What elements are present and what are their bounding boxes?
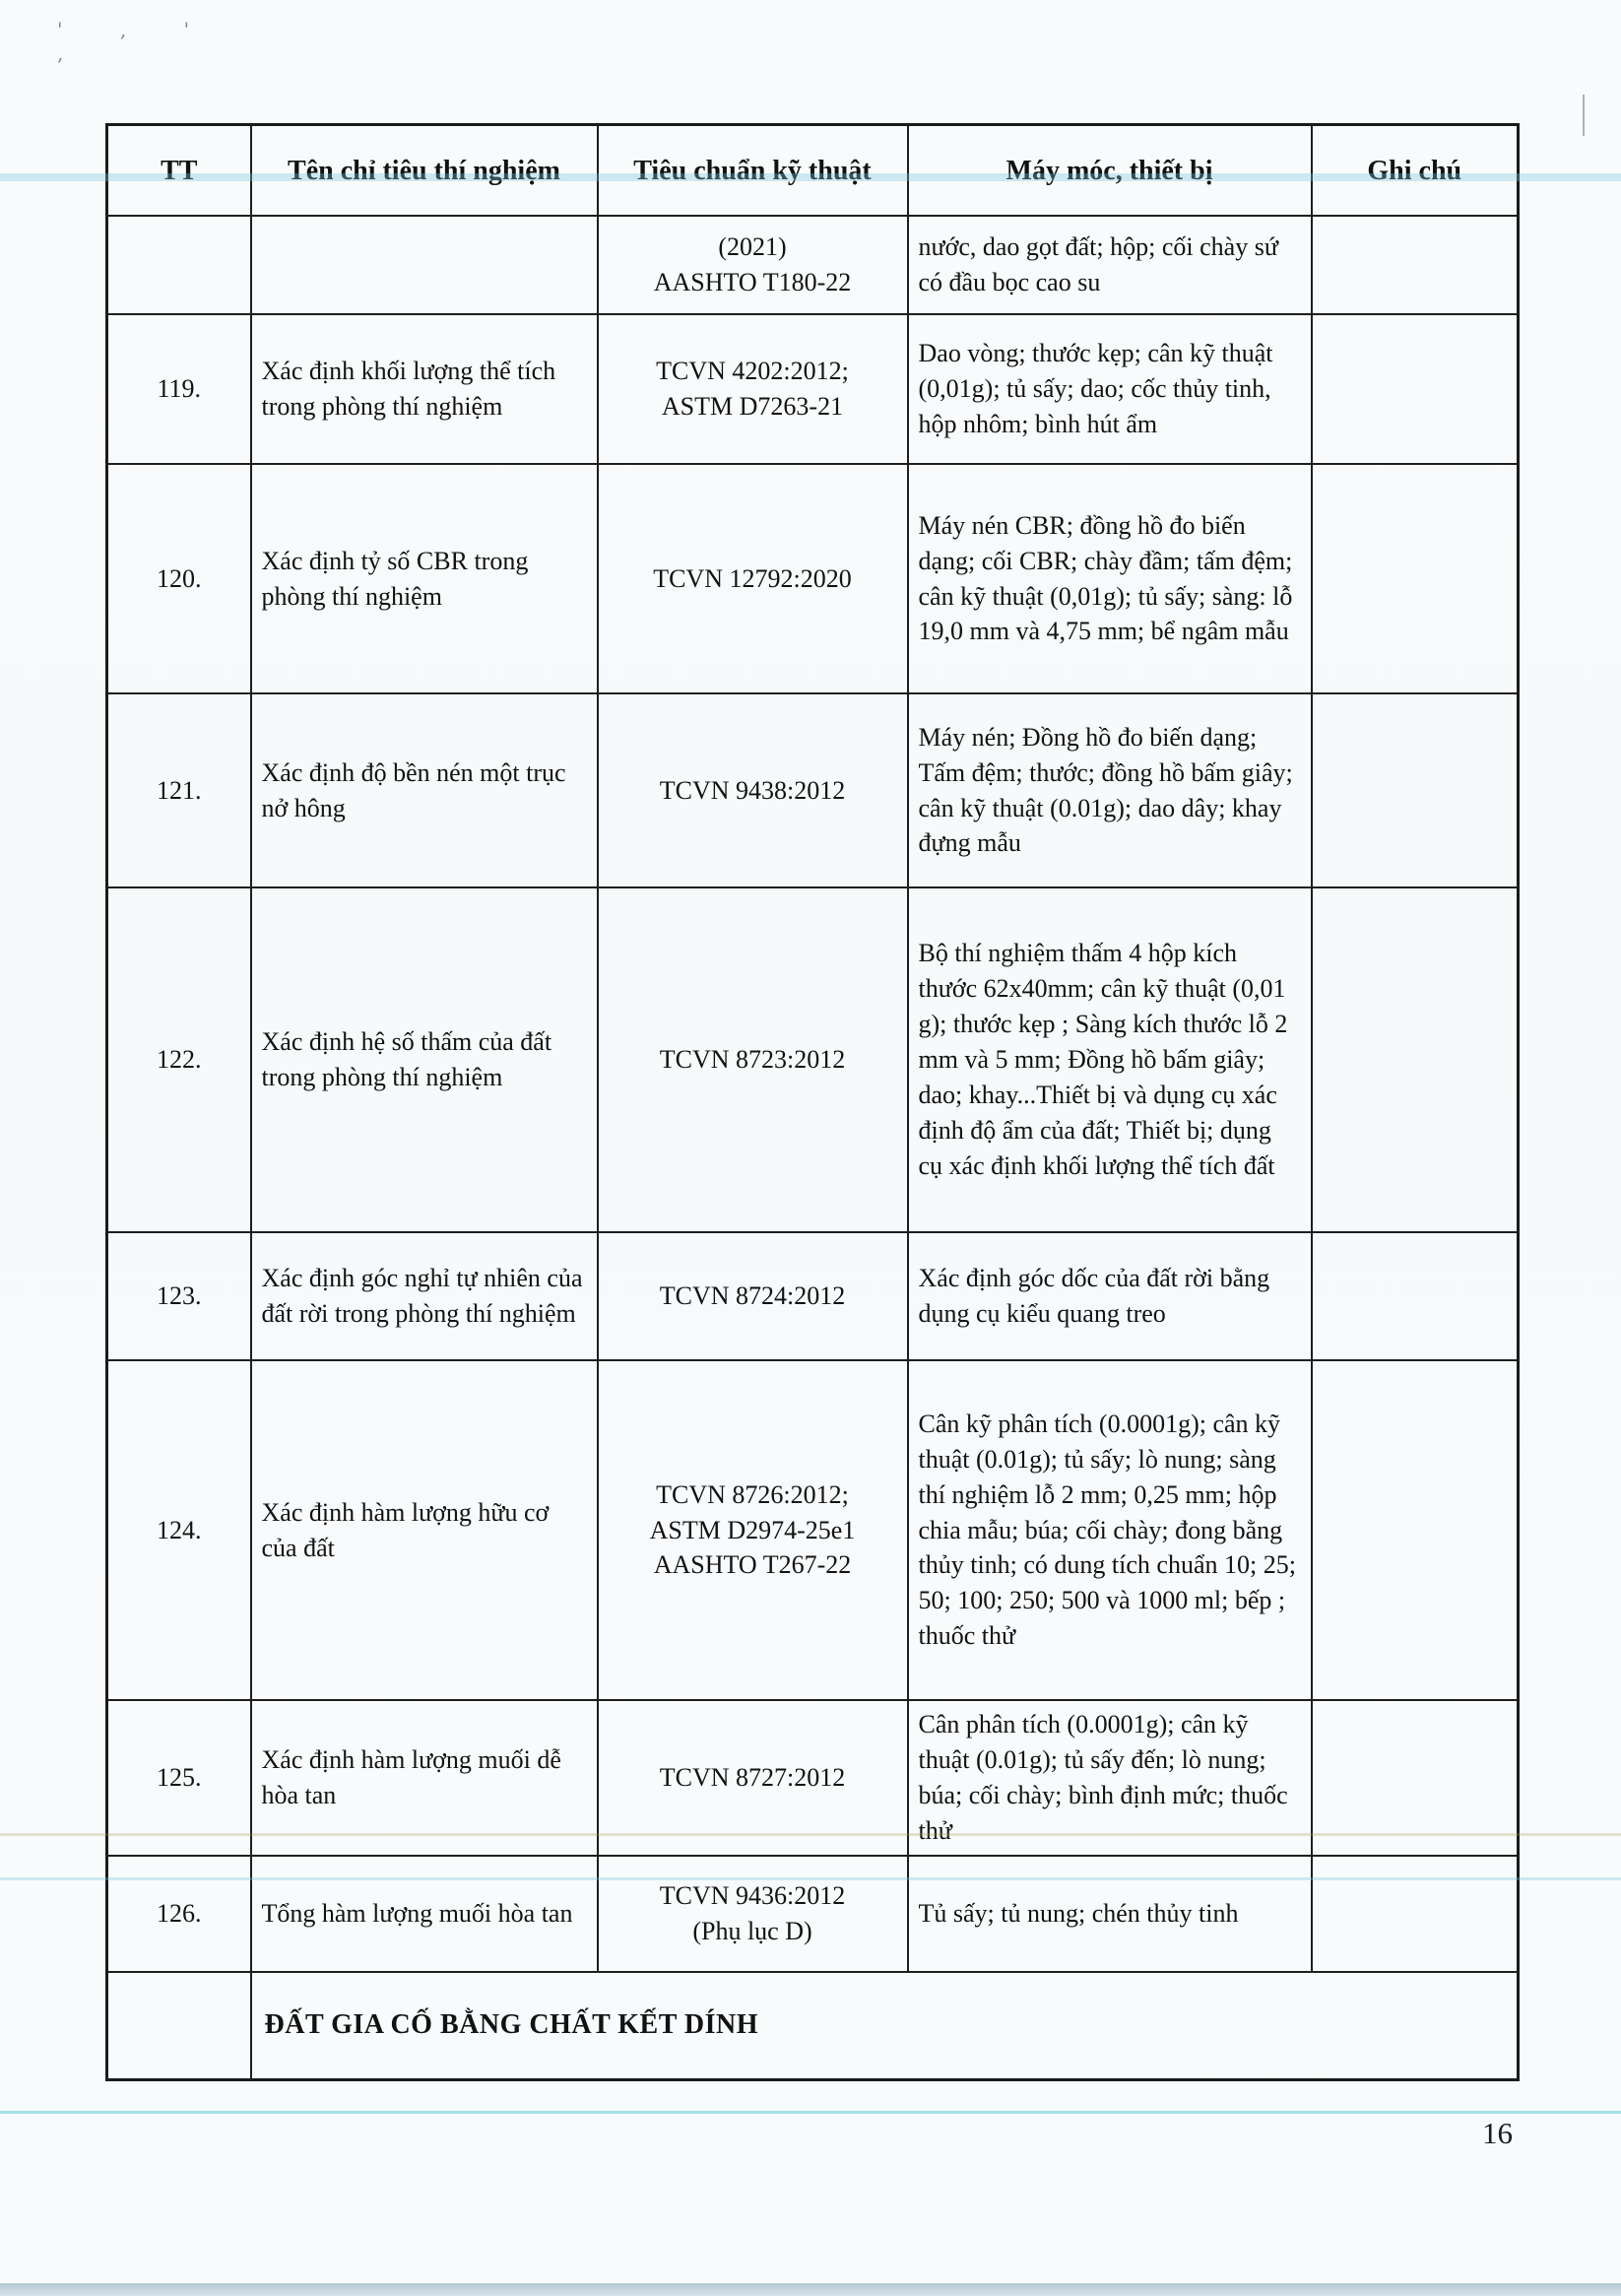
row-number-cell: 121. <box>107 693 251 887</box>
row-number-cell: 124. <box>107 1360 251 1700</box>
equipment-cell: Dao vòng; thước kẹp; cân kỹ thuật (0,01g); tủ sấy; dao; cốc thủy tinh, hộp nhôm; bình hút ẩm <box>908 314 1312 464</box>
standard-cell <box>598 464 908 693</box>
note-cell <box>1312 1232 1519 1360</box>
row-number-cell <box>107 216 251 314</box>
header-note: Ghi chú <box>1312 125 1519 217</box>
table-header <box>107 125 1519 217</box>
equipment-cell: Xác định góc dốc của đất rời bằng dụng cụ kiểu quang treo <box>908 1232 1312 1360</box>
note-cell <box>1312 1360 1519 1700</box>
test-name-cell: Xác định góc nghỉ tự nhiên của đất rời trong phòng thí nghiệm <box>251 1232 598 1360</box>
standard-line: TCVN 8724:2012 <box>659 1281 846 1311</box>
table-body <box>107 216 1519 2080</box>
test-name-cell: Xác định khối lượng thể tích trong phòng thí nghiệm <box>251 314 598 464</box>
standard-line: TCVN 4202:2012; <box>656 357 849 386</box>
equipment-cell: Máy nén CBR; đồng hồ đo biến dạng; cối CBR; chày đầm; tấm đệm; cân kỹ thuật (0,01g); tủ sấy; sàng: lỗ 19,0 mm và 4,75 mm; bể ngâm mẫu <box>908 464 1312 693</box>
table-row <box>107 1360 1519 1700</box>
test-name-cell <box>251 216 598 314</box>
standard-cell <box>598 314 908 464</box>
note-cell <box>1312 314 1519 464</box>
standard-cell <box>598 693 908 887</box>
standard-line: TCVN 8723:2012 <box>659 1045 846 1075</box>
standard-line: ASTM D7263-21 <box>661 392 844 421</box>
note-cell <box>1312 693 1519 887</box>
row-number-cell: 125. <box>107 1700 251 1856</box>
section-tt-cell <box>107 1972 251 2080</box>
header-tt: TT <box>107 125 251 217</box>
standard-line: TCVN 9438:2012 <box>659 775 846 805</box>
header-row <box>107 125 1519 217</box>
row-number-cell: 122. <box>107 887 251 1232</box>
table-row <box>107 887 1519 1232</box>
note-cell <box>1312 1856 1519 1972</box>
standard-cell <box>598 1232 908 1360</box>
row-number-cell: 119. <box>107 314 251 464</box>
test-name-cell: Xác định hàm lượng hữu cơ của đất <box>251 1360 598 1700</box>
equipment-cell: Cân kỹ phân tích (0.0001g); cân kỹ thuật (0.01g); tủ sấy; lò nung; sàng thí nghiệm lỗ 2 mm; 0,25 mm; hộp chia mẫu; búa; cối chày; đong bằng thủy tinh; có dung tích chuẩn 10; 25; 50; 100; 250; 500 và 1000 ml; bếp ; thuốc thử <box>908 1360 1312 1700</box>
table-row <box>107 1232 1519 1360</box>
test-name-cell: Xác định hàm lượng muối dễ hòa tan <box>251 1700 598 1856</box>
section-footer-title: ĐẤT GIA CỐ BẰNG CHẤT KẾT DÍNH <box>251 1972 1519 2080</box>
equipment-cell: nước, dao gọt đất; hộp; cối chày sứ có đầu bọc cao su <box>908 216 1312 314</box>
standard-line: TCVN 8727:2012 <box>659 1762 846 1792</box>
standard-cell <box>598 216 908 314</box>
scan-stray-marks: ' , ' , <box>57 18 216 65</box>
standard-line: AASHTO T267-22 <box>653 1550 852 1580</box>
note-cell <box>1312 887 1519 1232</box>
row-number-cell: 120. <box>107 464 251 693</box>
section-footer-row <box>107 1972 1519 2080</box>
standard-cell <box>598 1360 908 1700</box>
header-standard: Tiêu chuẩn kỹ thuật <box>598 125 908 217</box>
standard-line: ASTM D2974-25e1 <box>649 1515 856 1544</box>
equipment-cell: Cân phân tích (0.0001g); cân kỹ thuật (0.01g); tủ sấy đến; lò nung; búa; cối chày; bình định mức; thuốc thử <box>908 1700 1312 1856</box>
standard-cell <box>598 1856 908 1972</box>
test-name-cell: Tổng hàm lượng muối hòa tan <box>251 1856 598 1972</box>
standard-cell <box>598 1700 908 1856</box>
table-row <box>107 1700 1519 1856</box>
equipment-cell: Tủ sấy; tủ nung; chén thủy tinh <box>908 1856 1312 1972</box>
test-name-cell: Xác định độ bền nén một trục nở hông <box>251 693 598 887</box>
test-name-cell: Xác định hệ số thấm của đất trong phòng thí nghiệm <box>251 887 598 1232</box>
row-number-cell: 123. <box>107 1232 251 1360</box>
standard-cell <box>598 887 908 1232</box>
test-name-cell: Xác định tỷ số CBR trong phòng thí nghiệm <box>251 464 598 693</box>
test-standards-table <box>105 123 1520 2081</box>
standard-line: TCVN 8726:2012; <box>656 1479 849 1509</box>
table-row <box>107 464 1519 693</box>
header-test-name: Tên chỉ tiêu thí nghiệm <box>251 125 598 217</box>
standard-line: (2021) <box>718 232 787 262</box>
standard-line: (Phụ lục D) <box>692 1916 812 1945</box>
standard-line: TCVN 12792:2020 <box>653 563 852 593</box>
page-number: 16 <box>1482 2116 1513 2150</box>
header-equipment: Máy móc, thiết bị <box>908 125 1312 217</box>
row-number-cell: 126. <box>107 1856 251 1972</box>
table-row <box>107 693 1519 887</box>
table-row <box>107 1856 1519 1972</box>
table-row <box>107 216 1519 314</box>
standard-line: TCVN 9436:2012 <box>659 1880 846 1910</box>
standard-line: AASHTO T180-22 <box>653 268 852 296</box>
note-cell <box>1312 464 1519 693</box>
equipment-cell: Bộ thí nghiệm thấm 4 hộp kích thước 62x40mm; cân kỹ thuật (0,01 g); thước kẹp ; Sàng kích thước lỗ 2 mm và 5 mm; Đồng hồ bấm giây; dao; khay...Thiết bị và dụng cụ xác định độ ẩm của đất; Thiết bị; dụng cụ xác định khối lượng thể tích đất <box>908 887 1312 1232</box>
equipment-cell: Máy nén; Đồng hồ đo biến dạng; Tấm đệm; thước; đồng hồ bấm giây; cân kỹ thuật (0.01g); dao dây; khay đựng mẫu <box>908 693 1312 887</box>
table-row <box>107 314 1519 464</box>
note-cell <box>1312 1700 1519 1856</box>
note-cell <box>1312 216 1519 314</box>
